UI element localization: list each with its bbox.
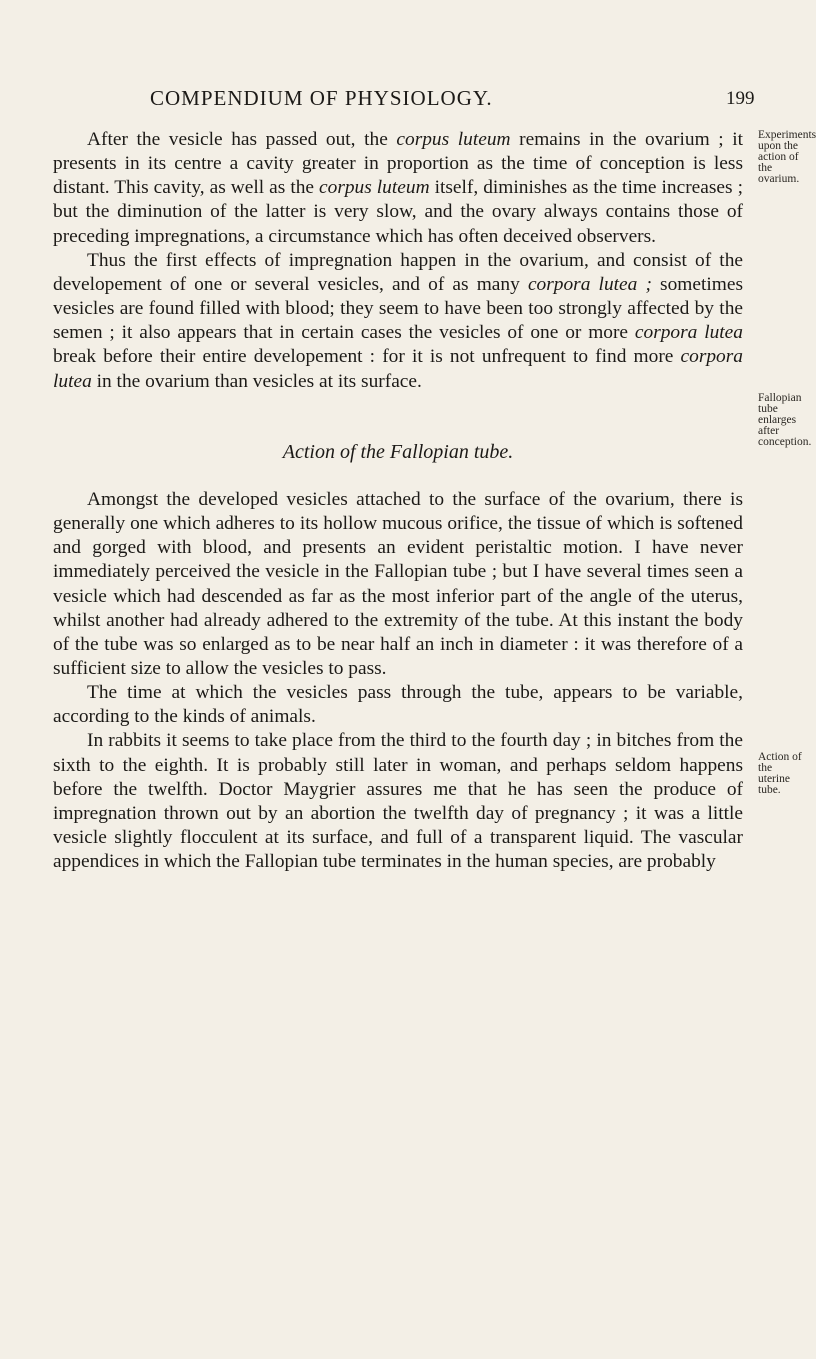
text-run: After the vesicle has passed out, the — [87, 129, 397, 150]
section-heading: Action of the Fallopian tube. — [282, 440, 514, 463]
main-text — [53, 128, 743, 874]
margin-note-uterine-tube: Action of the uterine tube. — [758, 751, 802, 796]
margin-note-experiments: Experiments upon the action of the ovarium. — [758, 129, 816, 185]
paragraph-rabbits-bitches: In rabbits it seems to take place from the third to the fourth day ; in bitches from the sixth to the eighth. It is probably still later in woman, and perhaps seldom happens before the twelfth. Doctor Maygrier assures me that he has seen the produce of impregnation thrown out by an abortion the twelfth day of pregnancy ; it was a little vesicle slightly flocculent at its surface, and full of a transparent liquid. The vascular appendices in which the Fallopian tube terminates in the human species, are probably — [53, 730, 743, 873]
italic-term: corpora lutea ; — [527, 273, 652, 295]
text-run: itself, diminishes as the time increases ; but the diminution of the latter is very slow, and the ovary always contains those of preceding impregnations, a circumstance which has often deceived observers. — [53, 177, 743, 247]
running-header — [0, 86, 800, 116]
text-run: break before their entire developement : for it is not unfrequent to find more — [53, 346, 681, 368]
italic-term: corpus luteum — [396, 129, 511, 150]
text-run: Thus the first effects of impregnation happen in the ovarium, and consist of the developement of one or several vesicles, and of as many — [53, 249, 743, 295]
paragraph-effects-of-impregnation — [53, 249, 743, 394]
text-run: remains in the ovarium ; it presents in its centre a cavity greater in proportion as the time of conception is less distant. This cavity, as well as the — [53, 129, 743, 199]
italic-term: corpora lutea — [53, 346, 743, 392]
page-number: 199 — [726, 88, 755, 109]
paragraph-corpus-luteum — [53, 128, 743, 249]
text-run: sometimes vesicles are found filled with blood; they seem to have been too strongly affected by the semen ; it also appears that in certain cases the vesicles of one or more — [53, 273, 743, 344]
text-run: in the ovarium than vesicles at its surface. — [91, 370, 422, 392]
paragraph-developed-vesicles: Amongst the developed vesicles attached to the surface of the ovarium, there is generally one which adheres to its hollow mucous orifice, the tissue of which is softened and gorged with blood, and presents an evident peristaltic motion. I have never immediately perceived the vesicle in the Fallopian tube ; but I have several times seen a vesicle which had descended as far as the most inferior part of the angle of the uterus, whilst another had already adhered to the extremity of the tube. At this instant the body of the tube was so enlarged as to be near half an inch in diameter : it was therefore of a sufficient size to allow the vesicles to pass. — [53, 488, 743, 679]
italic-term: corpora lutea — [634, 322, 743, 344]
margin-note-fallopian-enlarges: Fallopian tube enlarges after conception. — [758, 392, 812, 448]
italic-term: corpus luteum — [319, 177, 430, 199]
running-title: COMPENDIUM OF PHYSIOLOGY. — [150, 86, 493, 110]
paragraph-time-of-passage: The time at which the vesicles pass through the tube, appears to be variable, according to the kinds of animals. — [53, 682, 743, 728]
